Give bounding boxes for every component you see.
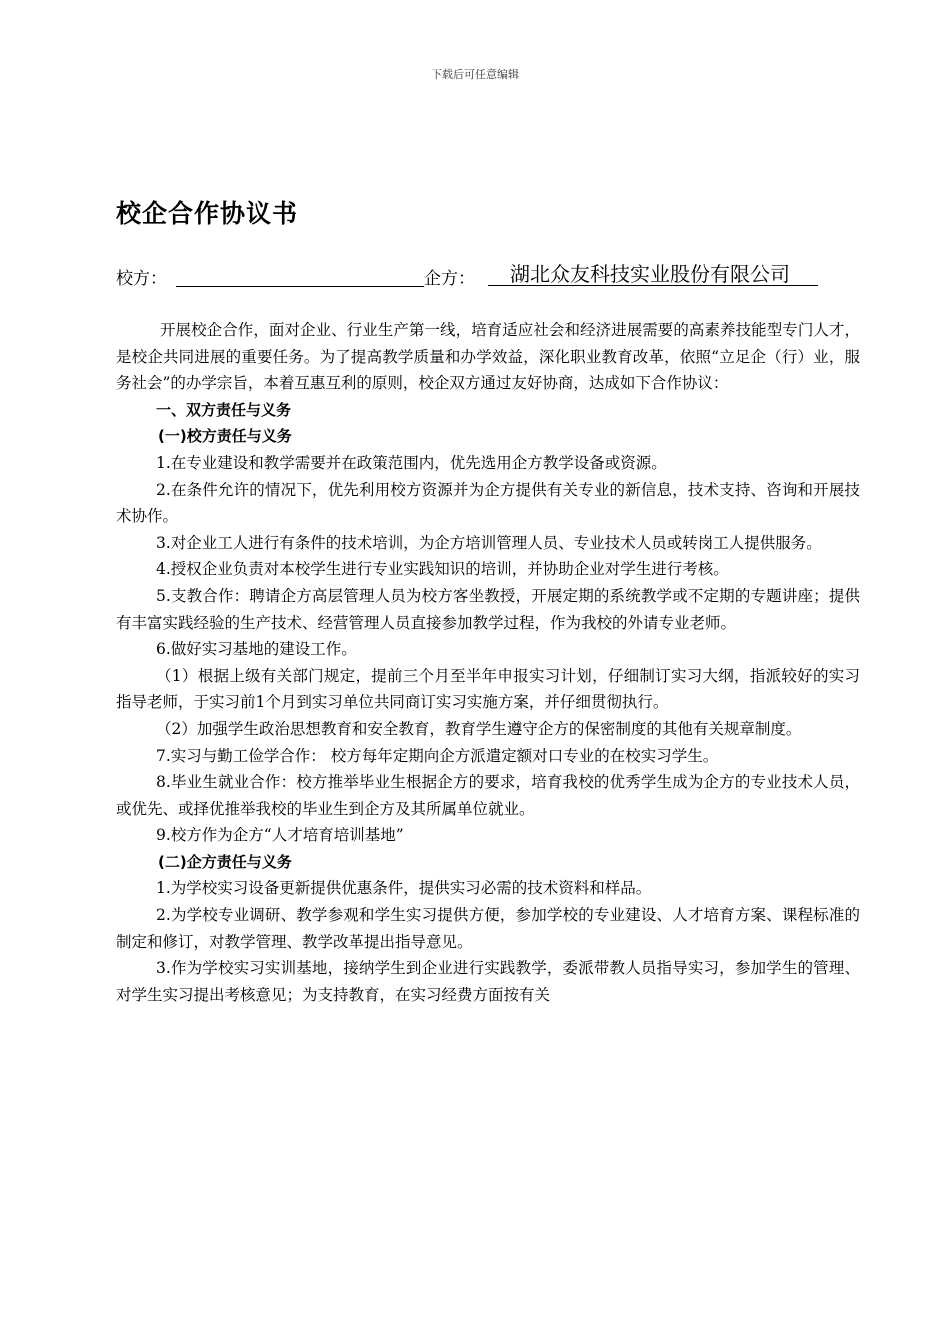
school-label: 校方：: [116, 269, 167, 289]
clause-paragraph: 1.为学校实习设备更新提供优惠条件，提供实习必需的技术资料和样品。: [156, 879, 652, 898]
clause-paragraph: 9.校方作为企方“人才培育培训基地”: [156, 826, 404, 845]
clause-paragraph: 3.对企业工人进行有条件的技术培训，为企方培训管理人员、专业技术人员或转岗工人提供服务。: [156, 533, 822, 552]
school-name-blank: [176, 286, 424, 287]
clause-paragraph: 6.做好实习基地的建设工作。: [156, 640, 357, 659]
clause-paragraph: 8.毕业生就业合作：校方推举毕业生根据企方的要求，培育我校的优秀学生成为企方的专业技术人员，或优先、或择优推举我校的毕业生到企方及其所属单位就业。: [116, 773, 860, 818]
header-note: 下载后可任意编辑: [431, 68, 519, 81]
section-heading: 一、双方责任与义务: [156, 400, 292, 419]
clause-paragraph: （1）根据上级有关部门规定，提前三个月至半年申报实习计划，仔细制订实习大纲，指派较好的实习指导老师，于实习前1个月到实习单位共同商订实习实施方案，并仔细贯彻执行。: [116, 666, 860, 712]
clause-paragraph: 2.在条件允许的情况下，优先利用校方资源并为企方提供有关专业的新信息，技术支持、咨询和开展技术协作。: [116, 480, 860, 526]
clause-paragraph: 2.为学校专业调研、教学参观和学生实习提供方便，参加学校的专业建设、人才培育方案、课程标准的制定和修订，对教学管理、教学改革提出指导意见。: [116, 906, 860, 951]
company-name: 湖北众友科技实业股份有限公司: [510, 262, 790, 286]
clause-paragraph: 1.在专业建设和教学需要并在政策范围内，优先选用企方教学设备或资源。: [156, 453, 667, 472]
company-label: 企方：: [424, 269, 475, 289]
intro-paragraph: 开展校企合作，面对企业、行业生产第一线，培育适应社会和经济进展需要的高素养技能型专门人才，是校企共同进展的重要任务。为了提高教学质量和办学效益，深化职业教育改革，依照“立足企（行）业，服务社会”的办学宗旨，本着互惠互利的原则，校企双方通过友好协商，达成如下合作协议：: [116, 321, 860, 393]
subsection-heading: (一)校方责任与义务: [158, 427, 292, 446]
subsection-heading: (二)企方责任与义务: [158, 852, 292, 871]
parties-line: [116, 258, 876, 292]
clause-paragraph: 3.作为学校实习实训基地，接纳学生到企业进行实践教学，委派带教人员指导实习，参加学生的管理、对学生实习提出考核意见；为支持教育，在实习经费方面按有关: [116, 959, 860, 1004]
document-title: 校企合作协议书: [116, 199, 299, 228]
clause-paragraph: 5.支教合作：聘请企方高层管理人员为校方客坐教授，开展定期的系统教学或不定期的专题讲座；提供有丰富实践经验的生产技术、经营管理人员直接参加教学过程，作为我校的外请专业老师。: [116, 586, 860, 632]
clause-paragraph: 7.实习与勤工俭学合作： 校方每年定期向企方派遣定额对口专业的在校实习学生。: [156, 746, 719, 765]
clause-paragraph: （2）加强学生政治思想教育和安全教育，教育学生遵守企方的保密制度的其他有关规章制度。: [156, 719, 802, 738]
clause-paragraph: 4.授权企业负责对本校学生进行专业实践知识的培训，并协助企业对学生进行考核。: [156, 560, 729, 579]
agreement-body: [116, 317, 860, 1008]
